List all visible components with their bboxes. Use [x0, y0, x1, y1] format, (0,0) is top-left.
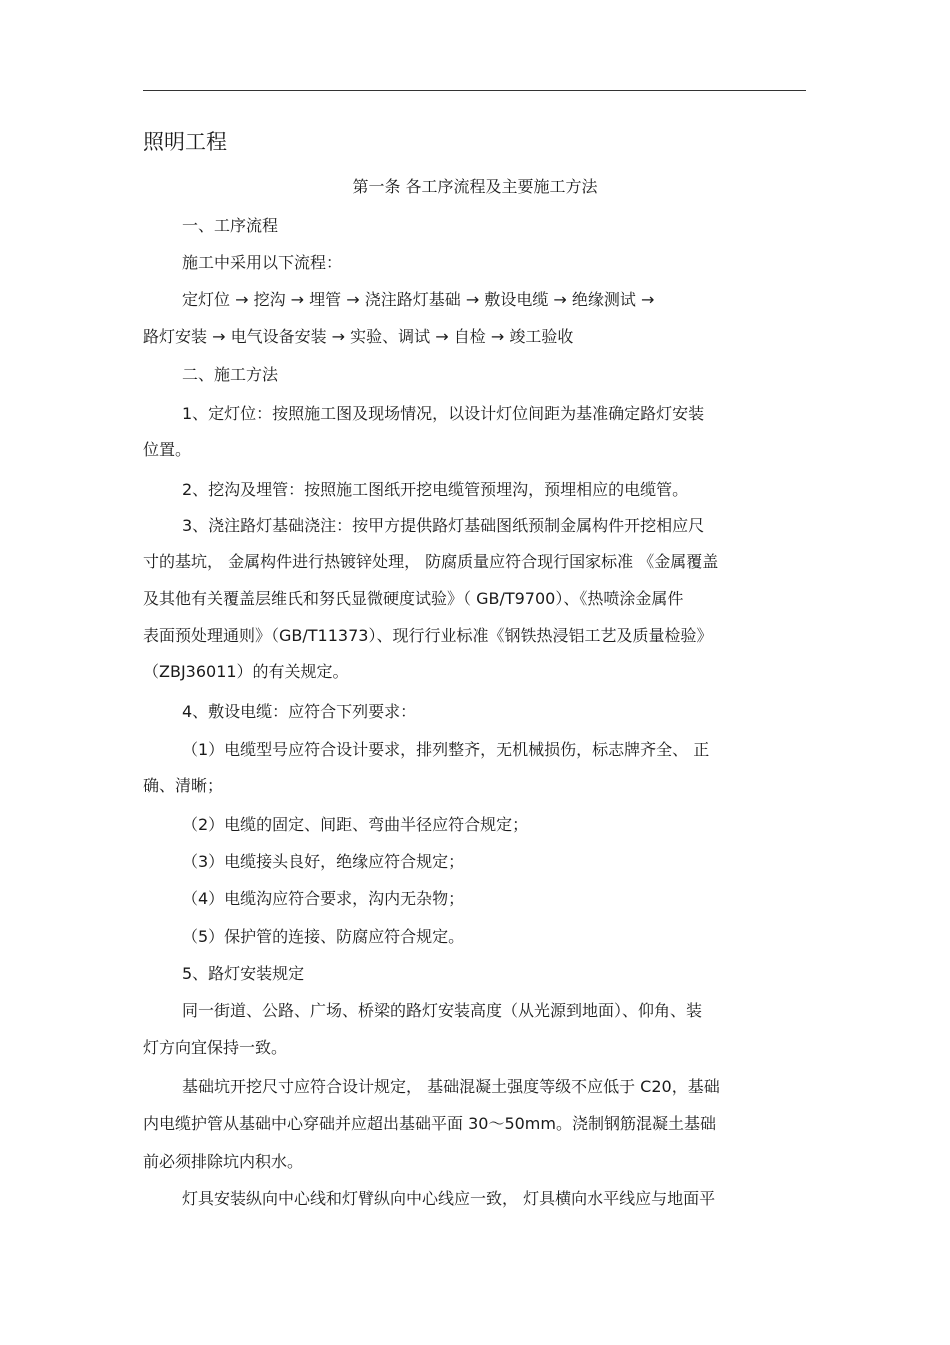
page-title: 照明工程 — [143, 130, 227, 154]
list-item: （3）电缆接头良好，绝缘应符合规定； — [182, 852, 465, 871]
section-heading-methods: 二、施工方法 — [182, 365, 279, 384]
paragraph-line: 5、路灯安装规定 — [182, 964, 305, 983]
paragraph-line: 施工中采用以下流程： — [182, 253, 343, 272]
paragraph-line: 3、浇注路灯基础浇注：按甲方提供路灯基础图纸预制金属构件开挖相应尺 — [182, 516, 705, 535]
paragraph-line: 1、定灯位：按照施工图及现场情况，以设计灯位间距为基准确定路灯安装 — [182, 404, 705, 423]
section-heading-process: 一、工序流程 — [182, 216, 279, 235]
list-item: （1）电缆型号应符合设计要求，排列整齐，无机械损伤，标志牌齐全、 正 — [182, 740, 710, 759]
flow-line: 定灯位 → 挖沟 → 埋管 → 浇注路灯基础 → 敷设电缆 → 绝缘测试 → — [182, 290, 655, 309]
paragraph-line: 前必须排除坑内积水。 — [143, 1152, 304, 1171]
paragraph-line: 4、敷设电缆：应符合下列要求： — [182, 702, 417, 721]
list-item: （5）保护管的连接、防腐应符合规定。 — [182, 927, 465, 946]
header-rule — [143, 90, 806, 91]
list-item: （4）电缆沟应符合要求，沟内无杂物； — [182, 889, 465, 908]
flow-line: 路灯安装 → 电气设备安装 → 实验、调试 → 自检 → 竣工验收 — [143, 327, 574, 346]
paragraph-line: 基础坑开挖尺寸应符合设计规定， 基础混凝土强度等级不应低于 C20，基础 — [182, 1077, 720, 1096]
paragraph-line: 灯方向宜保持一致。 — [143, 1038, 288, 1057]
paragraph-line: 寸的基坑， 金属构件进行热镀锌处理， 防腐质量应符合现行国家标准 《金属覆盖 — [143, 552, 719, 571]
paragraph-line: 内电缆护管从基础中心穿础并应超出基础平面 30～50mm。浇制钢筋混凝土基础 — [143, 1114, 716, 1133]
paragraph-line: 及其他有关覆盖层维氏和努氏显微硬度试验》（ GB/T9700）、《热喷涂金属件 — [143, 589, 684, 608]
article-heading: 第一条 各工序流程及主要施工方法 — [352, 177, 598, 196]
paragraph-line: 确、清晰； — [143, 776, 224, 795]
paragraph-line: （ZBJ36011）的有关规定。 — [143, 662, 349, 681]
paragraph-line: 表面预处理通则》（GB/T11373）、现行行业标准《钢铁热浸铝工艺及质量检验》 — [143, 626, 713, 645]
list-item: （2）电缆的固定、间距、弯曲半径应符合规定； — [182, 815, 529, 834]
paragraph-line: 2、挖沟及埋管：按照施工图纸开挖电缆管预埋沟，预埋相应的电缆管。 — [182, 480, 689, 499]
paragraph-line: 同一街道、公路、广场、桥梁的路灯安装高度（从光源到地面）、仰角、装 — [182, 1001, 703, 1020]
paragraph-line: 位置。 — [143, 440, 192, 459]
paragraph-line: 灯具安装纵向中心线和灯臂纵向中心线应一致， 灯具横向水平线应与地面平 — [182, 1189, 716, 1208]
